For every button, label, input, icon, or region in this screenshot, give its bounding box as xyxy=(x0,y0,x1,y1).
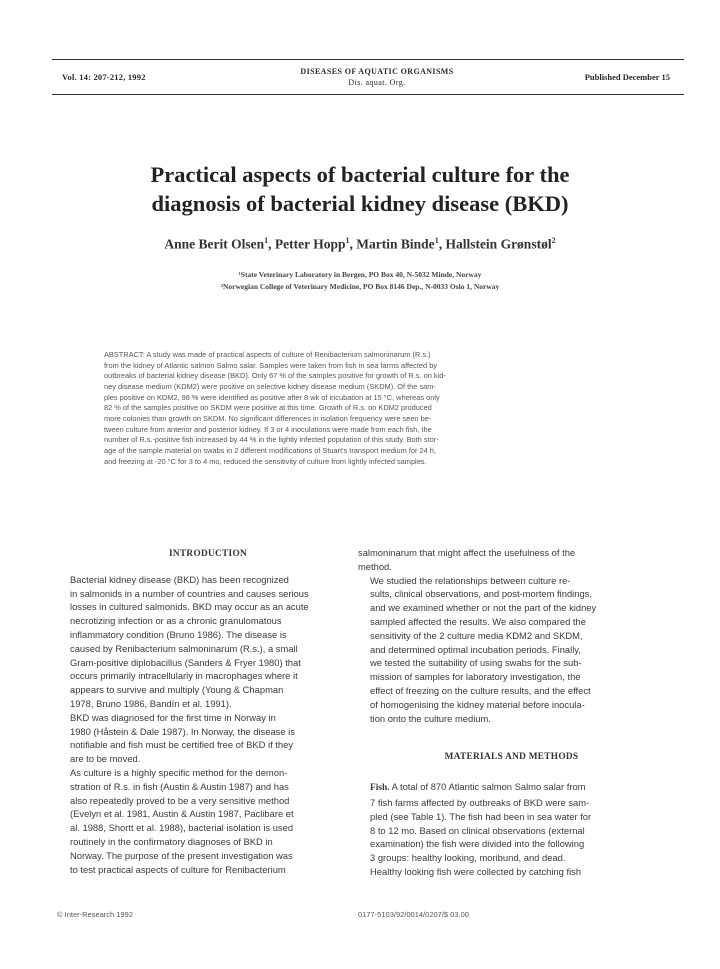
author-affil-marker: 2 xyxy=(551,236,556,245)
text-line: sensitivity of the 2 culture media KDM2 and SKDM, xyxy=(370,629,583,641)
spacer xyxy=(358,738,665,751)
text-line: method. xyxy=(358,560,392,572)
abstract-line: number of R.s.-positive fish increased by 44 % in the lightly infected population of this study. Both stor- xyxy=(104,435,439,445)
text-line: tion onto the culture medium. xyxy=(370,712,491,724)
author-name: Anne Berit Olsen xyxy=(164,236,265,252)
text-line: Bacterial kidney disease (BKD) has been recognized xyxy=(70,573,289,585)
abstract-text: A study was made of practical aspects of culture of Renibacterium salmoninarum (R.s.) xyxy=(146,350,431,359)
text-line: routinely in the confirmatory diagnoses of BKD in xyxy=(70,835,273,847)
abstract-line: from the kidney of Atlantic salmon Salmo salar. Samples were taken from fish in sea farms affected by xyxy=(104,360,438,370)
article-title xyxy=(60,160,660,218)
author-name: Hallstein Grønstøl xyxy=(445,236,552,252)
abstract-line: age of the sample material on swabs in 2 different modifications of Stuart's transport medium for 24 h, xyxy=(104,445,436,455)
text-line: are to be moved. xyxy=(70,753,141,765)
text-line: (Evelyn et al. 1981, Austin & Austin 1987, Paclibare et xyxy=(70,808,294,820)
text-line: pled (see Table 1). The fish had been in sea water for xyxy=(370,810,592,822)
text-line: We studied the relationships between culture re- xyxy=(370,574,571,586)
volume-info: Vol. 14: 207-212, 1992 xyxy=(62,72,146,82)
text-line: and we examined whether or not the part of the kidney xyxy=(370,602,597,614)
author-affil-marker: 1 xyxy=(434,236,439,245)
right-column xyxy=(358,546,665,879)
text-line: also repeatedly proved to be a very sensitive method xyxy=(70,794,290,806)
section-heading-materials-methods: MATERIALS AND METHODS xyxy=(444,752,579,763)
abstract-line: tween culture from anterior and posterior kidney. If 3 or 4 inoculations were made from each fish, the xyxy=(104,424,432,434)
text-line: necrotizing infection or as a chronic granulomatous xyxy=(70,615,282,627)
abstract-line: ney disease medium (KDM2) were positive on selective kidney disease medium (SKDM). Of the sam- xyxy=(104,381,436,391)
journal-abbreviation: Dis. aquat. Org. xyxy=(348,78,406,87)
text-line: BKD was diagnosed for the first time in Norway in xyxy=(70,711,276,723)
paragraph xyxy=(58,573,358,711)
text-line: we tested the suitability of using swabs for the sub- xyxy=(370,657,582,669)
journal-name: DISEASES OF AQUATIC ORGANISMS xyxy=(300,67,454,76)
text-line: losses in cultured salmonids. BKD may occur as an acute xyxy=(70,601,309,613)
paragraph xyxy=(58,766,358,876)
abstract-line xyxy=(104,350,619,361)
affiliation-line: ¹State Veterinary Laboratory in Bergen, PO Box 40, N-5032 Minde, Norway xyxy=(238,270,482,279)
section-heading-introduction: INTRODUCTION xyxy=(169,549,247,559)
abstract-line: ples positive on KDM2, 98 % were identified as positive after 8 wk of incubation at 15 °C, whereas only xyxy=(104,392,440,402)
paragraph xyxy=(358,780,665,879)
text-line: 8 to 12 mo. Based on clinical observations (external xyxy=(370,824,585,836)
text-line: effect of freezing on the culture results, and the effect xyxy=(370,684,591,696)
title-line: diagnosis of bacterial kidney disease (BKD) xyxy=(151,191,569,216)
affiliations xyxy=(60,269,660,293)
text-line: 1980 (Håstein & Dale 1987). In Norway, the disease is xyxy=(70,725,295,737)
text-line: mission of samples for laboratory investigation, the xyxy=(370,671,581,683)
text-line: and determined optimal incubation periods. Finally, xyxy=(370,643,581,655)
text-line: Healthy looking fish were collected by catching fish xyxy=(370,865,582,877)
text-span: A total of 870 Atlantic salmon Salmo salar from xyxy=(389,781,586,793)
text-line: to test practical aspects of culture for Renibacterium xyxy=(70,863,286,875)
left-column xyxy=(58,548,358,876)
author-affil-marker: 1 xyxy=(345,236,350,245)
text-line: occurs primarily intracellularly in macrophages where it xyxy=(70,670,298,682)
text-line: 7 fish farms affected by outbreaks of BKD were sam- xyxy=(370,796,590,808)
author-name: Petter Hopp xyxy=(274,236,346,252)
text-line: caused by Renibacterium salmoninarum (R.s.), a small xyxy=(70,642,298,654)
paragraph xyxy=(58,711,358,766)
text-line: inflammatory condition (Bruno 1986). The disease is xyxy=(70,628,287,640)
run-in-heading: Fish. xyxy=(370,783,390,794)
text-line: al. 1988, Shortt et al. 1988), bacterial isolation is used xyxy=(70,822,294,834)
text-line: Gram-positive diplobacillus (Sanders & Fryer 1980) that xyxy=(70,656,301,668)
text-line: sampled affected the results. We also compared the xyxy=(370,615,586,627)
journal-header xyxy=(52,59,684,95)
abstract-line: more colonies than growth on SKDM. No significant differences in isolation frequency were seen be- xyxy=(104,413,432,423)
paragraph-continuation xyxy=(358,546,665,574)
abstract-line: 82 % of the samples positive on SKDM were positive at this time. Growth of R.s. on KDM2 produced xyxy=(104,403,432,413)
abstract-line: outbreaks of bacterial kidney disease (BKD). Only 67 % of the samples positive for growth of R.s. on kid- xyxy=(104,371,446,381)
text-line: appears to survive and multiply (Young & Chapman xyxy=(70,684,284,696)
text-line: 1978, Bruno 1986, Bandín et al. 1991). xyxy=(70,697,232,709)
author-list: Anne Berit Olsen$^1$, Petter Hopp$^1$, Martin Binde$^1$, Hallstein Grønstøl$^2$ xyxy=(164,236,556,252)
paragraph xyxy=(358,574,665,726)
text-line: examination) the fish were divided into the following xyxy=(370,838,585,850)
author-affil-marker: 1 xyxy=(264,236,269,245)
publication-date: Published December 15 xyxy=(584,72,670,82)
text-line: notifiable and fish must be certified free of BKD if they xyxy=(70,739,294,751)
copyright-notice: © Inter-Research 1992 xyxy=(57,910,133,919)
abstract xyxy=(104,350,619,467)
text-line: As culture is a highly specific method for the demon- xyxy=(70,766,288,778)
article-code: 0177-5103/92/0014/0207/$ 03.00 xyxy=(358,910,469,919)
text-line: 3 groups: healthy looking, moribund, and dead. xyxy=(370,852,566,864)
title-line: Practical aspects of bacterial culture for the xyxy=(150,162,570,187)
author-name: Martin Binde xyxy=(356,236,435,252)
text-line: of homogenising the kidney material before inocula- xyxy=(370,698,585,710)
text-line: in salmonids in a number of countries and causes serious xyxy=(70,587,309,599)
affiliation-line: ²Norwegian College of Veterinary Medicine, PO Box 8146 Dep., N-0033 Oslo 1, Norway xyxy=(220,282,500,291)
abstract-label: ABSTRACT: xyxy=(104,350,145,359)
abstract-line: and freezing at -20 °C for 3 to 4 mo, reduced the sensitivity of culture from lightly infected samples. xyxy=(104,456,427,466)
spacer xyxy=(358,725,665,738)
text-line: sults, clinical observations, and post-mortem findings, xyxy=(370,588,592,600)
text-line xyxy=(358,780,665,796)
journal-name-block xyxy=(277,66,477,88)
text-line: stration of R.s. in fish (Austin & Austin 1987) and has xyxy=(70,780,289,792)
text-line: Norway. The purpose of the present investigation was xyxy=(70,849,293,861)
text-line: salmoninarum that might affect the usefulness of the xyxy=(358,547,576,558)
